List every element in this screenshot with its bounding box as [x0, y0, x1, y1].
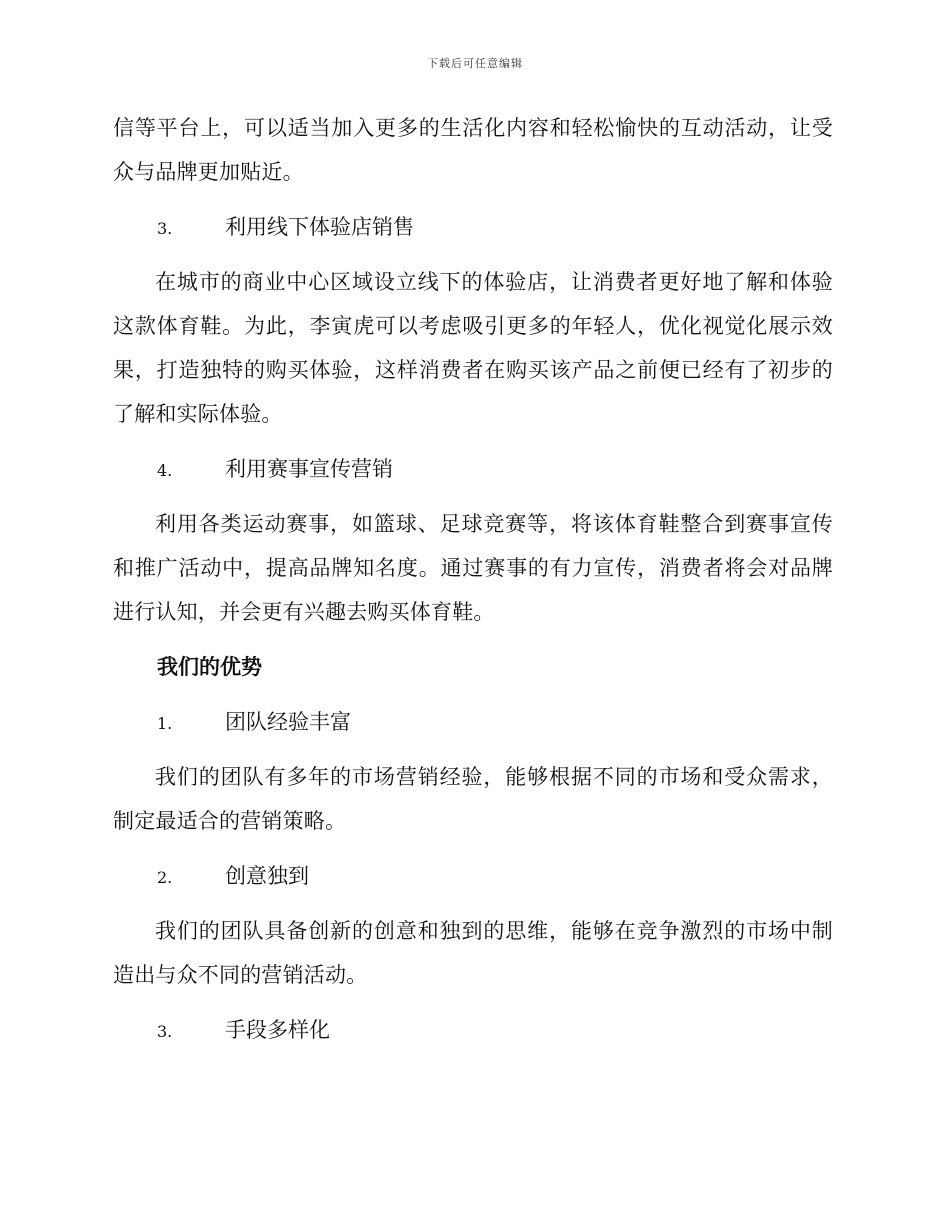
list-number: 4.	[157, 461, 173, 480]
list-item-title: 利用赛事宣传营销	[225, 457, 393, 481]
list-item-creativity	[113, 854, 833, 898]
section-title-advantages: 我们的优势	[157, 654, 262, 679]
list-item-offline-store	[113, 205, 833, 249]
paragraph-creativity: 我们的团队具备创新的创意和独到的思维，能够在竞争激烈的市场中制造出与众不同的营销活动。	[113, 919, 833, 987]
paragraph-team-experience: 我们的团队有多年的市场营销经验，能够根据不同的市场和受众需求，制定最适合的营销策略。	[113, 765, 833, 833]
paragraph-event-marketing: 利用各类运动赛事，如篮球、足球竞赛等，将该体育鞋整合到赛事宣传和推广活动中，提高品牌知名度。通过赛事的有力宣传，消费者将会对品牌进行认知，并会更有兴趣去购买体育鞋。	[113, 512, 833, 624]
page-header: 下载后可任意编辑	[427, 57, 523, 70]
list-item-title: 创意独到	[225, 864, 309, 888]
list-number: 3.	[157, 219, 173, 238]
list-item-diverse-methods	[113, 1008, 833, 1052]
list-number: 3.	[157, 1022, 173, 1041]
paragraph-intro-continuation: 信等平台上，可以适当加入更多的生活化内容和轻松愉快的互动活动，让受众与品牌更加贴近。	[113, 116, 833, 184]
list-number: 1.	[157, 714, 173, 733]
list-item-title: 利用线下体验店销售	[225, 215, 414, 239]
list-number: 2.	[157, 868, 173, 887]
document-body	[113, 106, 833, 1063]
list-item-title: 团队经验丰富	[225, 710, 351, 734]
list-item-team-experience	[113, 700, 833, 744]
list-item-event-marketing	[113, 447, 833, 491]
list-item-title: 手段多样化	[225, 1018, 330, 1042]
paragraph-offline-store: 在城市的商业中心区域设立线下的体验店，让消费者更好地了解和体验这款体育鞋。为此，李寅虎可以考虑吸引更多的年轻人，优化视觉化展示效果，打造独特的购买体验，这样消费者在购买该产品之前便已经有了初步的了解和实际体验。	[113, 270, 833, 426]
